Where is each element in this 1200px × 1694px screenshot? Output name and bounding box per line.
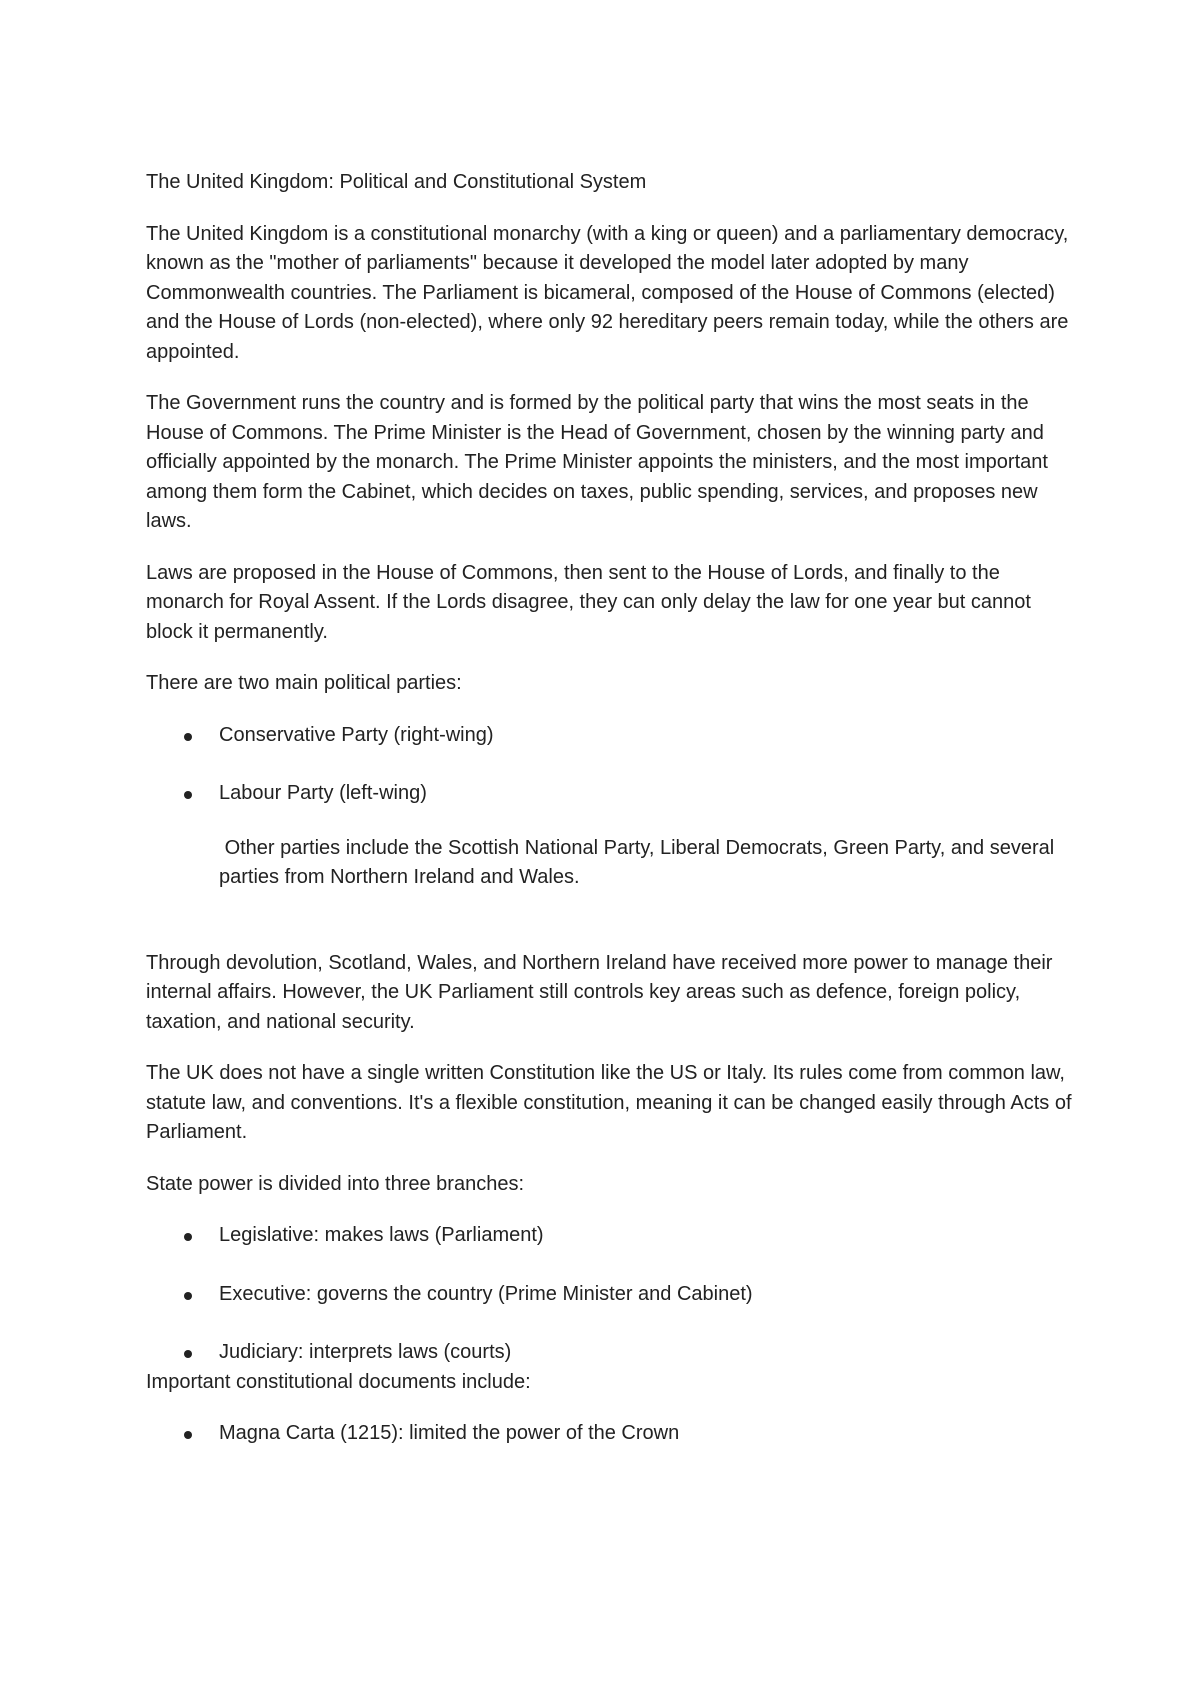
documents-list: [146, 1419, 1076, 1449]
paragraph-laws: Laws are proposed in the House of Commons, then sent to the House of Lords, and finally to the monarch for Royal Assent. If the Lords disagree, they can only delay the law for one year but cannot block it permanently.: [146, 561, 1031, 643]
list-item: [146, 1280, 1076, 1310]
list-item-text: Legislative: makes laws (Parliament): [219, 1224, 544, 1246]
list-item: [146, 1221, 1076, 1251]
paragraph-documents-intro: Important constitutional documents include:: [146, 1370, 531, 1393]
bullet-icon: [184, 1431, 192, 1439]
paragraph-branches-intro: State power is divided into three branches:: [146, 1172, 524, 1195]
list-item-text: Magna Carta (1215): limited the power of the Crown: [219, 1422, 680, 1444]
paragraph-parties-intro: There are two main political parties:: [146, 672, 462, 694]
list-item: [146, 1338, 1076, 1368]
bullet-icon: [184, 1292, 192, 1300]
list-item-text: Conservative Party (right-wing): [219, 723, 494, 746]
branches-list: [146, 1221, 1076, 1368]
bullet-icon: [184, 1233, 192, 1241]
list-item: [146, 779, 1076, 809]
bullet-icon: [184, 1350, 192, 1358]
list-item: [146, 1419, 1076, 1449]
list-item-text: Executive: governs the country (Prime Minister and Cabinet): [219, 1282, 753, 1305]
bullet-icon: [184, 733, 192, 741]
other-parties-note: Other parties include the Scottish National Party, Liberal Democrats, Green Party, and several parties from Northern Ireland and Wales.: [219, 836, 1060, 888]
paragraph-devolution: Through devolution, Scotland, Wales, and Northern Ireland have received more power to manage their internal affairs. However, the UK Parliament still controls key areas such as defence, foreign policy, taxation, and national security.: [146, 951, 1053, 1033]
paragraph-monarchy: The United Kingdom is a constitutional monarchy (with a king or queen) and a parliamentary democracy, known as the "mother of parliaments" because it developed the model later adopted by many Commonwealth countries. The Parliament is bicameral, composed of the House of Commons (elected) and the House of Lords (non-elected), where only 92 hereditary peers remain today, while the others are appointed.: [146, 222, 1069, 363]
paragraph-government: The Government runs the country and is formed by the political party that wins the most seats in the House of Commons. The Prime Minister is the Head of Government, chosen by the winning party and officially appointed by the monarch. The Prime Minister appoints the ministers, and the most important among them form the Cabinet, which decides on taxes, public spending, services, and proposes new laws.: [146, 392, 1048, 532]
document-body: [146, 168, 1076, 1478]
bullet-icon: [184, 791, 192, 799]
document-title: The United Kingdom: Political and Constitutional System: [146, 171, 647, 193]
paragraph-constitution: The UK does not have a single written Constitution like the US or Italy. Its rules come from common law, statute law, and conventions. It's a flexible constitution, meaning it can be changed easily through Acts of Parliament.: [146, 1062, 1072, 1143]
list-item: [146, 721, 1076, 751]
list-item-text: Judiciary: interprets laws (courts): [219, 1341, 512, 1363]
parties-list: [146, 721, 1076, 809]
list-item-text: Labour Party (left-wing): [219, 782, 427, 804]
